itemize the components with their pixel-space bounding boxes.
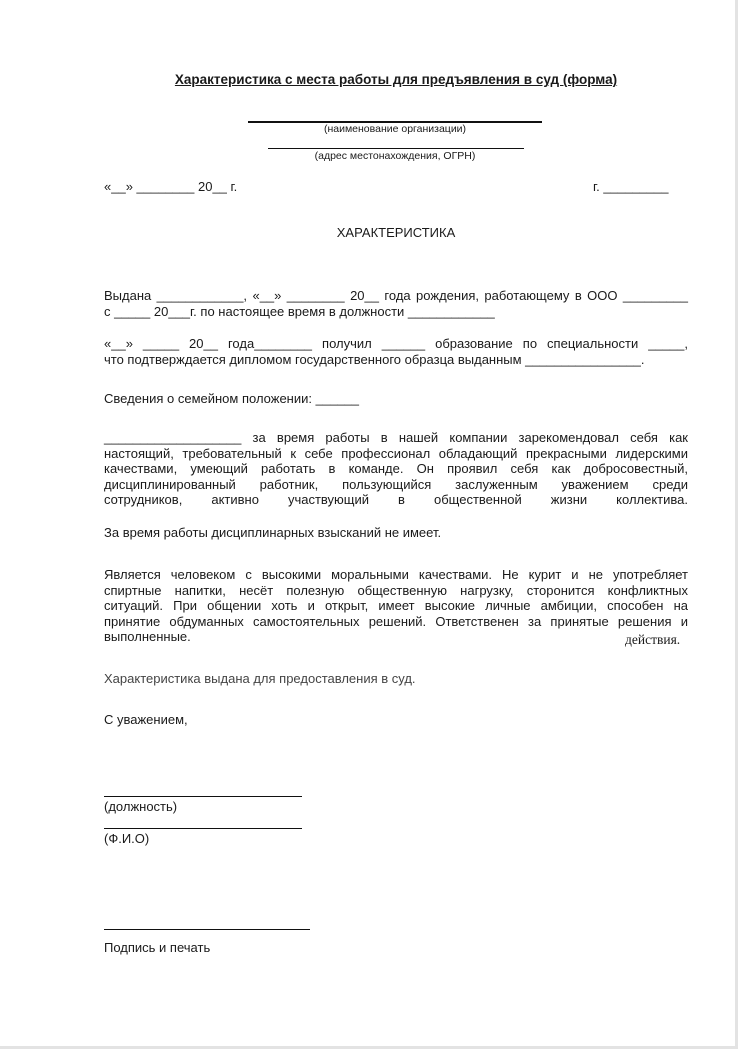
signature-caption: Подпись и печать [104, 940, 211, 955]
address-line [268, 148, 524, 149]
paragraph-education [104, 336, 688, 367]
address-caption: (адрес местонахождения, ОГРН) [314, 150, 476, 162]
org-name-caption: (наименование организации) [323, 123, 467, 135]
paragraph-character-tail: действия. [625, 632, 681, 647]
paragraph-line: сотрудников, активно участвующий в общественной жизни коллектива. [104, 492, 688, 507]
signature-line [104, 929, 310, 930]
paragraph-line: ___________________ за время работы в нашей компании зарекомендовал себя как [104, 430, 688, 445]
paragraph-line: с _____ 20___г. по настоящее время в должности ____________ [104, 303, 495, 319]
paragraph-line: ситуаций. При общении хоть и открыт, имеет высокие личные амбиции, способен на [104, 598, 688, 613]
position-signature-line [104, 796, 302, 797]
paragraph-line: выполненные. [104, 629, 191, 644]
paragraph-character [104, 567, 688, 645]
paragraph-discipline: За время работы дисциплинарных взысканий не имеет. [104, 525, 442, 540]
paragraph-issued-to [104, 288, 688, 319]
document-heading: ХАРАКТЕРИСТИКА [336, 225, 456, 240]
position-caption: (должность) [104, 799, 178, 814]
paragraph-line: «__» _____ 20__ года________ получил ______ образование по специальности _____, [104, 336, 688, 351]
issued-statement: Характеристика выдана для предоставления в суд. [104, 671, 416, 686]
paragraph-line: настоящий, требовательный к себе профессионал обладающий прекрасными лидерскими [104, 445, 688, 461]
city-line: г. _________ [593, 179, 669, 194]
paragraph-line: дисциплинированный работник, пользующийся заслуженным уважением среди [104, 476, 688, 492]
paragraph-line: качествами, умеющий работать в команде. Он проявил себя как добросовестный, [104, 461, 688, 476]
paragraph-line: принятие обдуманных самостоятельных решений. Ответственен за принятые решения и [104, 613, 688, 629]
paragraph-line: спиртные напитки, несёт полезную общественную нагрузку, сторонится конфликтных [104, 582, 688, 598]
paragraph-reputation [104, 430, 688, 508]
date-line: «__» ________ 20__ г. [104, 179, 238, 194]
document-title: Характеристика с места работы для предъявления в суд (форма) [174, 72, 618, 87]
regards-line: С уважением, [104, 712, 188, 727]
paragraph-line: Является человеком с высокими моральными качествами. Не курит и не употребляет [104, 567, 688, 582]
paragraph-line: что подтверждается дипломом государственного образца выданным ________________. [104, 351, 645, 367]
fio-caption: (Ф.И.О) [104, 831, 150, 846]
fio-signature-line [104, 828, 302, 829]
paragraph-family: Сведения о семейном положении: ______ [104, 391, 359, 406]
paragraph-line: Выдана ____________, «__» ________ 20__ года рождения, работающему в ООО _________ [104, 288, 688, 303]
